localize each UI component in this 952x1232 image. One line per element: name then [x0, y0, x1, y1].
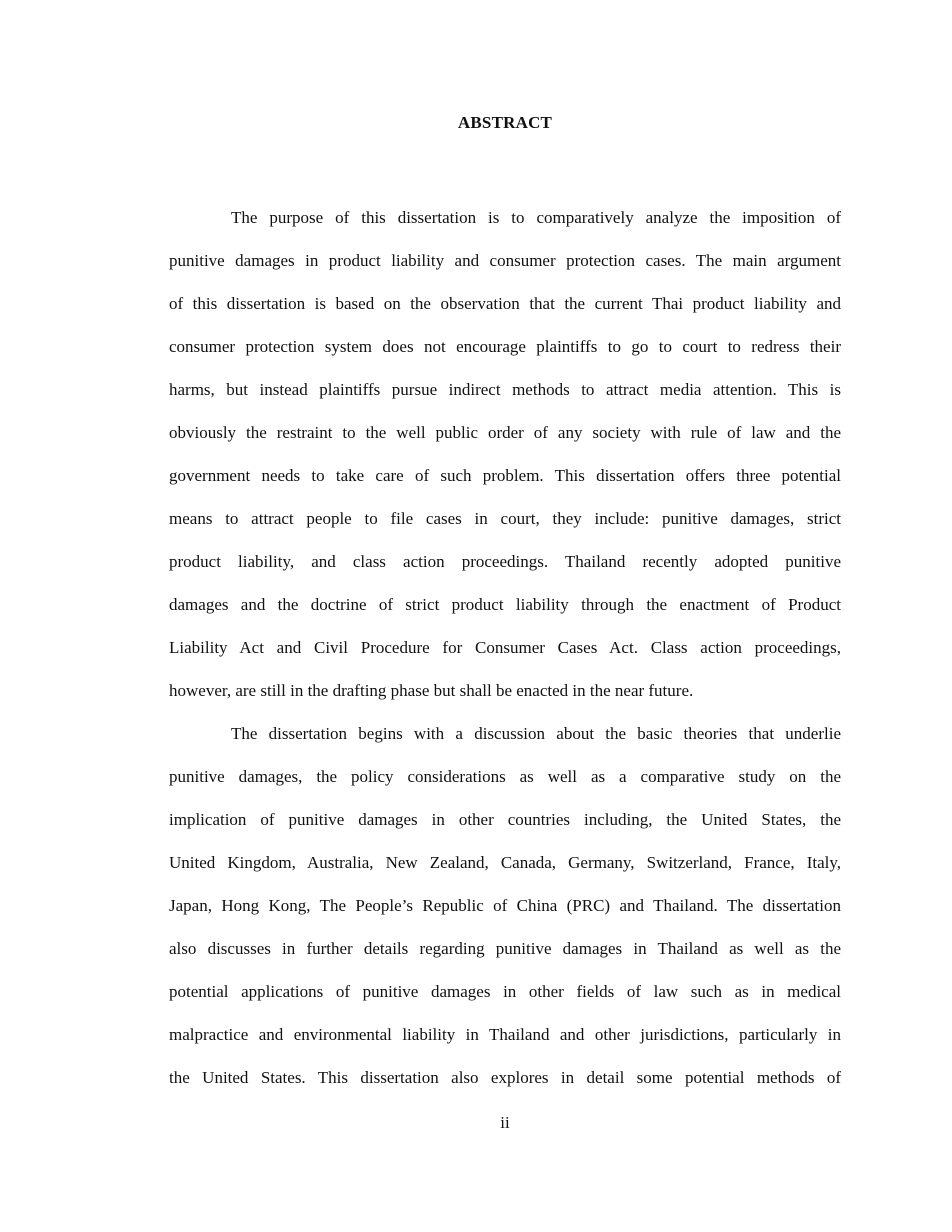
text-line: The dissertation begins with a discussion about the basic theories that underlie [231, 724, 841, 743]
text-line: Liability Act and Civil Procedure for Consumer Cases Act. Class action proceedings, [169, 638, 841, 657]
text-line: implication of punitive damages in other countries including, the United States, the [169, 810, 841, 829]
text-line: product liability, and class action proceedings. Thailand recently adopted punitive [169, 552, 841, 571]
text-line: of this dissertation is based on the observation that the current Thai product liability and [169, 294, 841, 313]
text-line: punitive damages in product liability and consumer protection cases. The main argument [169, 251, 841, 270]
text-line: means to attract people to file cases in court, they include: punitive damages, strict [169, 509, 841, 528]
text-line: the United States. This dissertation also explores in detail some potential methods of [169, 1068, 841, 1087]
abstract-body [169, 196, 841, 1099]
text-line: punitive damages, the policy considerations as well as a comparative study on the [169, 767, 841, 786]
text-line: Japan, Hong Kong, The People’s Republic of China (PRC) and Thailand. The dissertation [169, 896, 841, 915]
text-line: malpractice and environmental liability in Thailand and other jurisdictions, particularly in [169, 1025, 841, 1044]
page-number: ii [500, 1113, 510, 1132]
text-line: United Kingdom, Australia, New Zealand, Canada, Germany, Switzerland, France, Italy, [169, 853, 841, 872]
text-line: obviously the restraint to the well public order of any society with rule of law and the [169, 423, 841, 442]
text-line: consumer protection system does not encourage plaintiffs to go to court to redress their [169, 337, 841, 356]
text-line: government needs to take care of such problem. This dissertation offers three potential [169, 466, 841, 485]
paragraph-1 [169, 196, 841, 712]
text-line: The purpose of this dissertation is to comparatively analyze the imposition of [231, 208, 841, 227]
text-line: potential applications of punitive damages in other fields of law such as in medical [169, 982, 841, 1001]
text-line: harms, but instead plaintiffs pursue indirect methods to attract media attention. This is [169, 380, 841, 399]
text-line: however, are still in the drafting phase but shall be enacted in the near future. [169, 681, 694, 700]
text-line: also discusses in further details regarding punitive damages in Thailand as well as the [169, 939, 841, 958]
paragraph-2 [169, 712, 841, 1099]
abstract-heading: ABSTRACT [457, 113, 553, 132]
text-line: damages and the doctrine of strict product liability through the enactment of Product [169, 595, 841, 614]
